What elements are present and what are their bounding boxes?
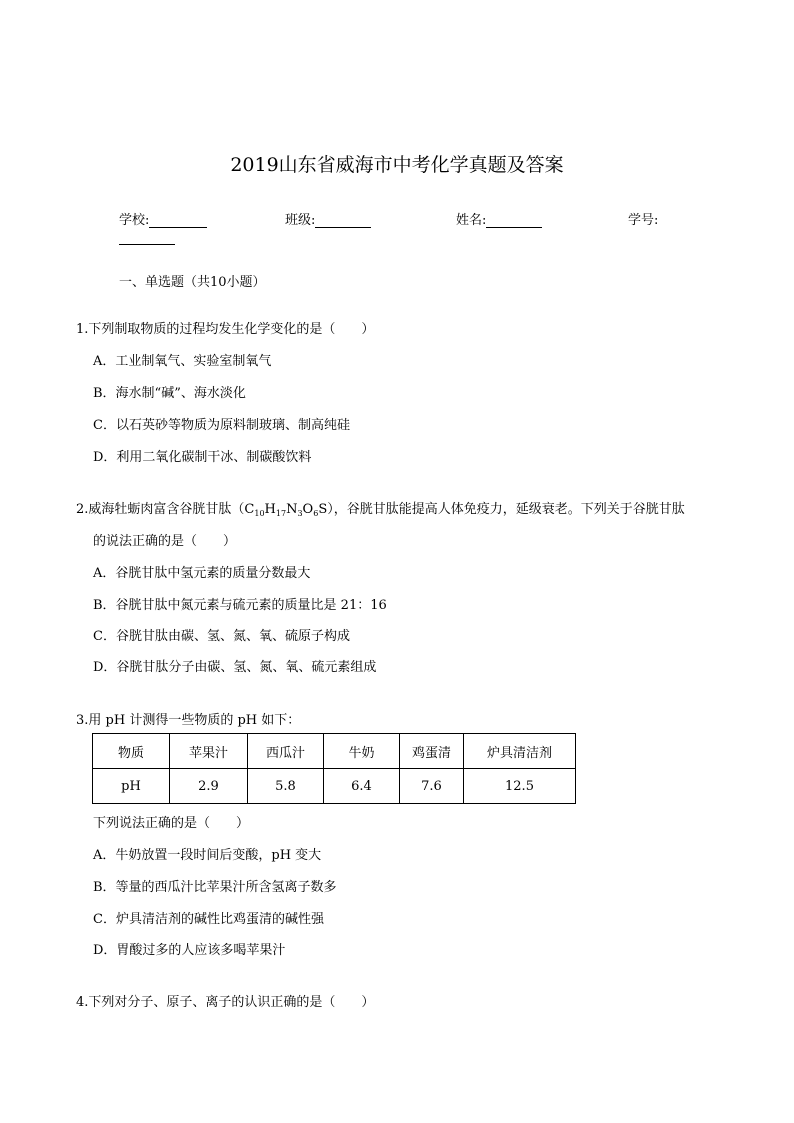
table-cell: 西瓜汁 <box>248 734 324 769</box>
question-3-option-c: C．炉具清洁剂的碱性比鸡蛋清的碱性强 <box>93 912 324 927</box>
question-2-option-c: C．谷胱甘肽由碳、氢、氮、氧、硫原子构成 <box>93 629 350 644</box>
id-label: 学号: <box>628 213 659 228</box>
question-2-stem-before: 2.威海牡蛎肉富含谷胱甘肽（C <box>76 502 255 517</box>
school-label: 学校: <box>119 213 150 228</box>
question-3-option-a: A．牛奶放置一段时间后变酸，pH 变大 <box>93 848 322 863</box>
name-label: 姓名: <box>456 213 487 228</box>
question-2-stem-line2: 的说法正确的是（ ） <box>93 534 237 549</box>
formula-sub-n: 3 <box>297 509 303 518</box>
question-3-option-d: D．胃酸过多的人应该多喝苹果汁 <box>93 943 286 958</box>
question-4-stem: 4.下列对分子、原子、离子的认识正确的是（ ） <box>76 995 375 1010</box>
table-cell: 6.4 <box>324 769 400 804</box>
table-cell: 苹果汁 <box>170 734 248 769</box>
table-cell: 牛奶 <box>324 734 400 769</box>
id-field <box>628 209 658 228</box>
table-cell: 炉具清洁剂 <box>464 734 576 769</box>
school-blank <box>149 227 207 228</box>
school-field <box>119 209 207 228</box>
question-3-option-b: B．等量的西瓜汁比苹果汁所含氢离子数多 <box>93 880 337 895</box>
table-cell: 物质 <box>93 734 170 769</box>
table-cell: 12.5 <box>464 769 576 804</box>
question-2-stem <box>76 498 685 517</box>
question-1-option-b: B．海水制“碱”、海水淡化 <box>93 386 246 401</box>
ph-table <box>92 733 576 804</box>
page-title: 2019山东省威海市中考化学真题及答案 <box>230 154 564 176</box>
question-1-option-a: A．工业制氧气、实验室制氧气 <box>93 354 272 369</box>
formula-o: O <box>302 502 314 517</box>
formula-sub-h: 17 <box>275 509 287 518</box>
question-3-prompt: 下列说法正确的是（ ） <box>93 816 250 831</box>
formula-n: N <box>286 502 298 517</box>
name-blank <box>486 227 542 228</box>
formula-h: H <box>264 502 276 517</box>
class-blank <box>315 227 371 228</box>
question-2-option-b: B．谷胱甘肽中氮元素与硫元素的质量比是 21：16 <box>93 598 387 613</box>
section-heading: 一、单选题（共10小题） <box>119 275 266 290</box>
table-cell: 鸡蛋清 <box>400 734 464 769</box>
question-2-stem-after: S），谷胱甘肽能提高人体免疫力，延级衰老。下列关于谷胱甘肽 <box>318 502 685 517</box>
table-cell: pH <box>93 769 170 804</box>
question-3-stem: 3.用 pH 计测得一些物质的 pH 如下： <box>76 713 301 728</box>
table-row <box>93 769 576 804</box>
question-1-option-d: D．利用二氧化碳制干冰、制碳酸饮料 <box>93 450 312 465</box>
table-header-row <box>93 734 576 769</box>
class-field <box>285 209 371 228</box>
id-blank <box>119 230 175 245</box>
formula-sub-c: 10 <box>254 509 265 518</box>
formula-sub-o: 6 <box>313 509 319 518</box>
table-cell: 5.8 <box>248 769 324 804</box>
table-cell: 7.6 <box>400 769 464 804</box>
question-2-option-d: D．谷胱甘肽分子由碳、氢、氮、氧、硫元素组成 <box>93 660 377 675</box>
table-cell: 2.9 <box>170 769 248 804</box>
class-label: 班级: <box>285 213 316 228</box>
question-1-stem: 1.下列制取物质的过程均发生化学变化的是（ ） <box>76 322 375 337</box>
question-1-option-c: C．以石英砂等物质为原料制玻璃、制高纯硅 <box>93 418 350 433</box>
question-2-option-a: A．谷胱甘肽中氢元素的质量分数最大 <box>93 566 311 581</box>
name-field <box>456 209 542 228</box>
